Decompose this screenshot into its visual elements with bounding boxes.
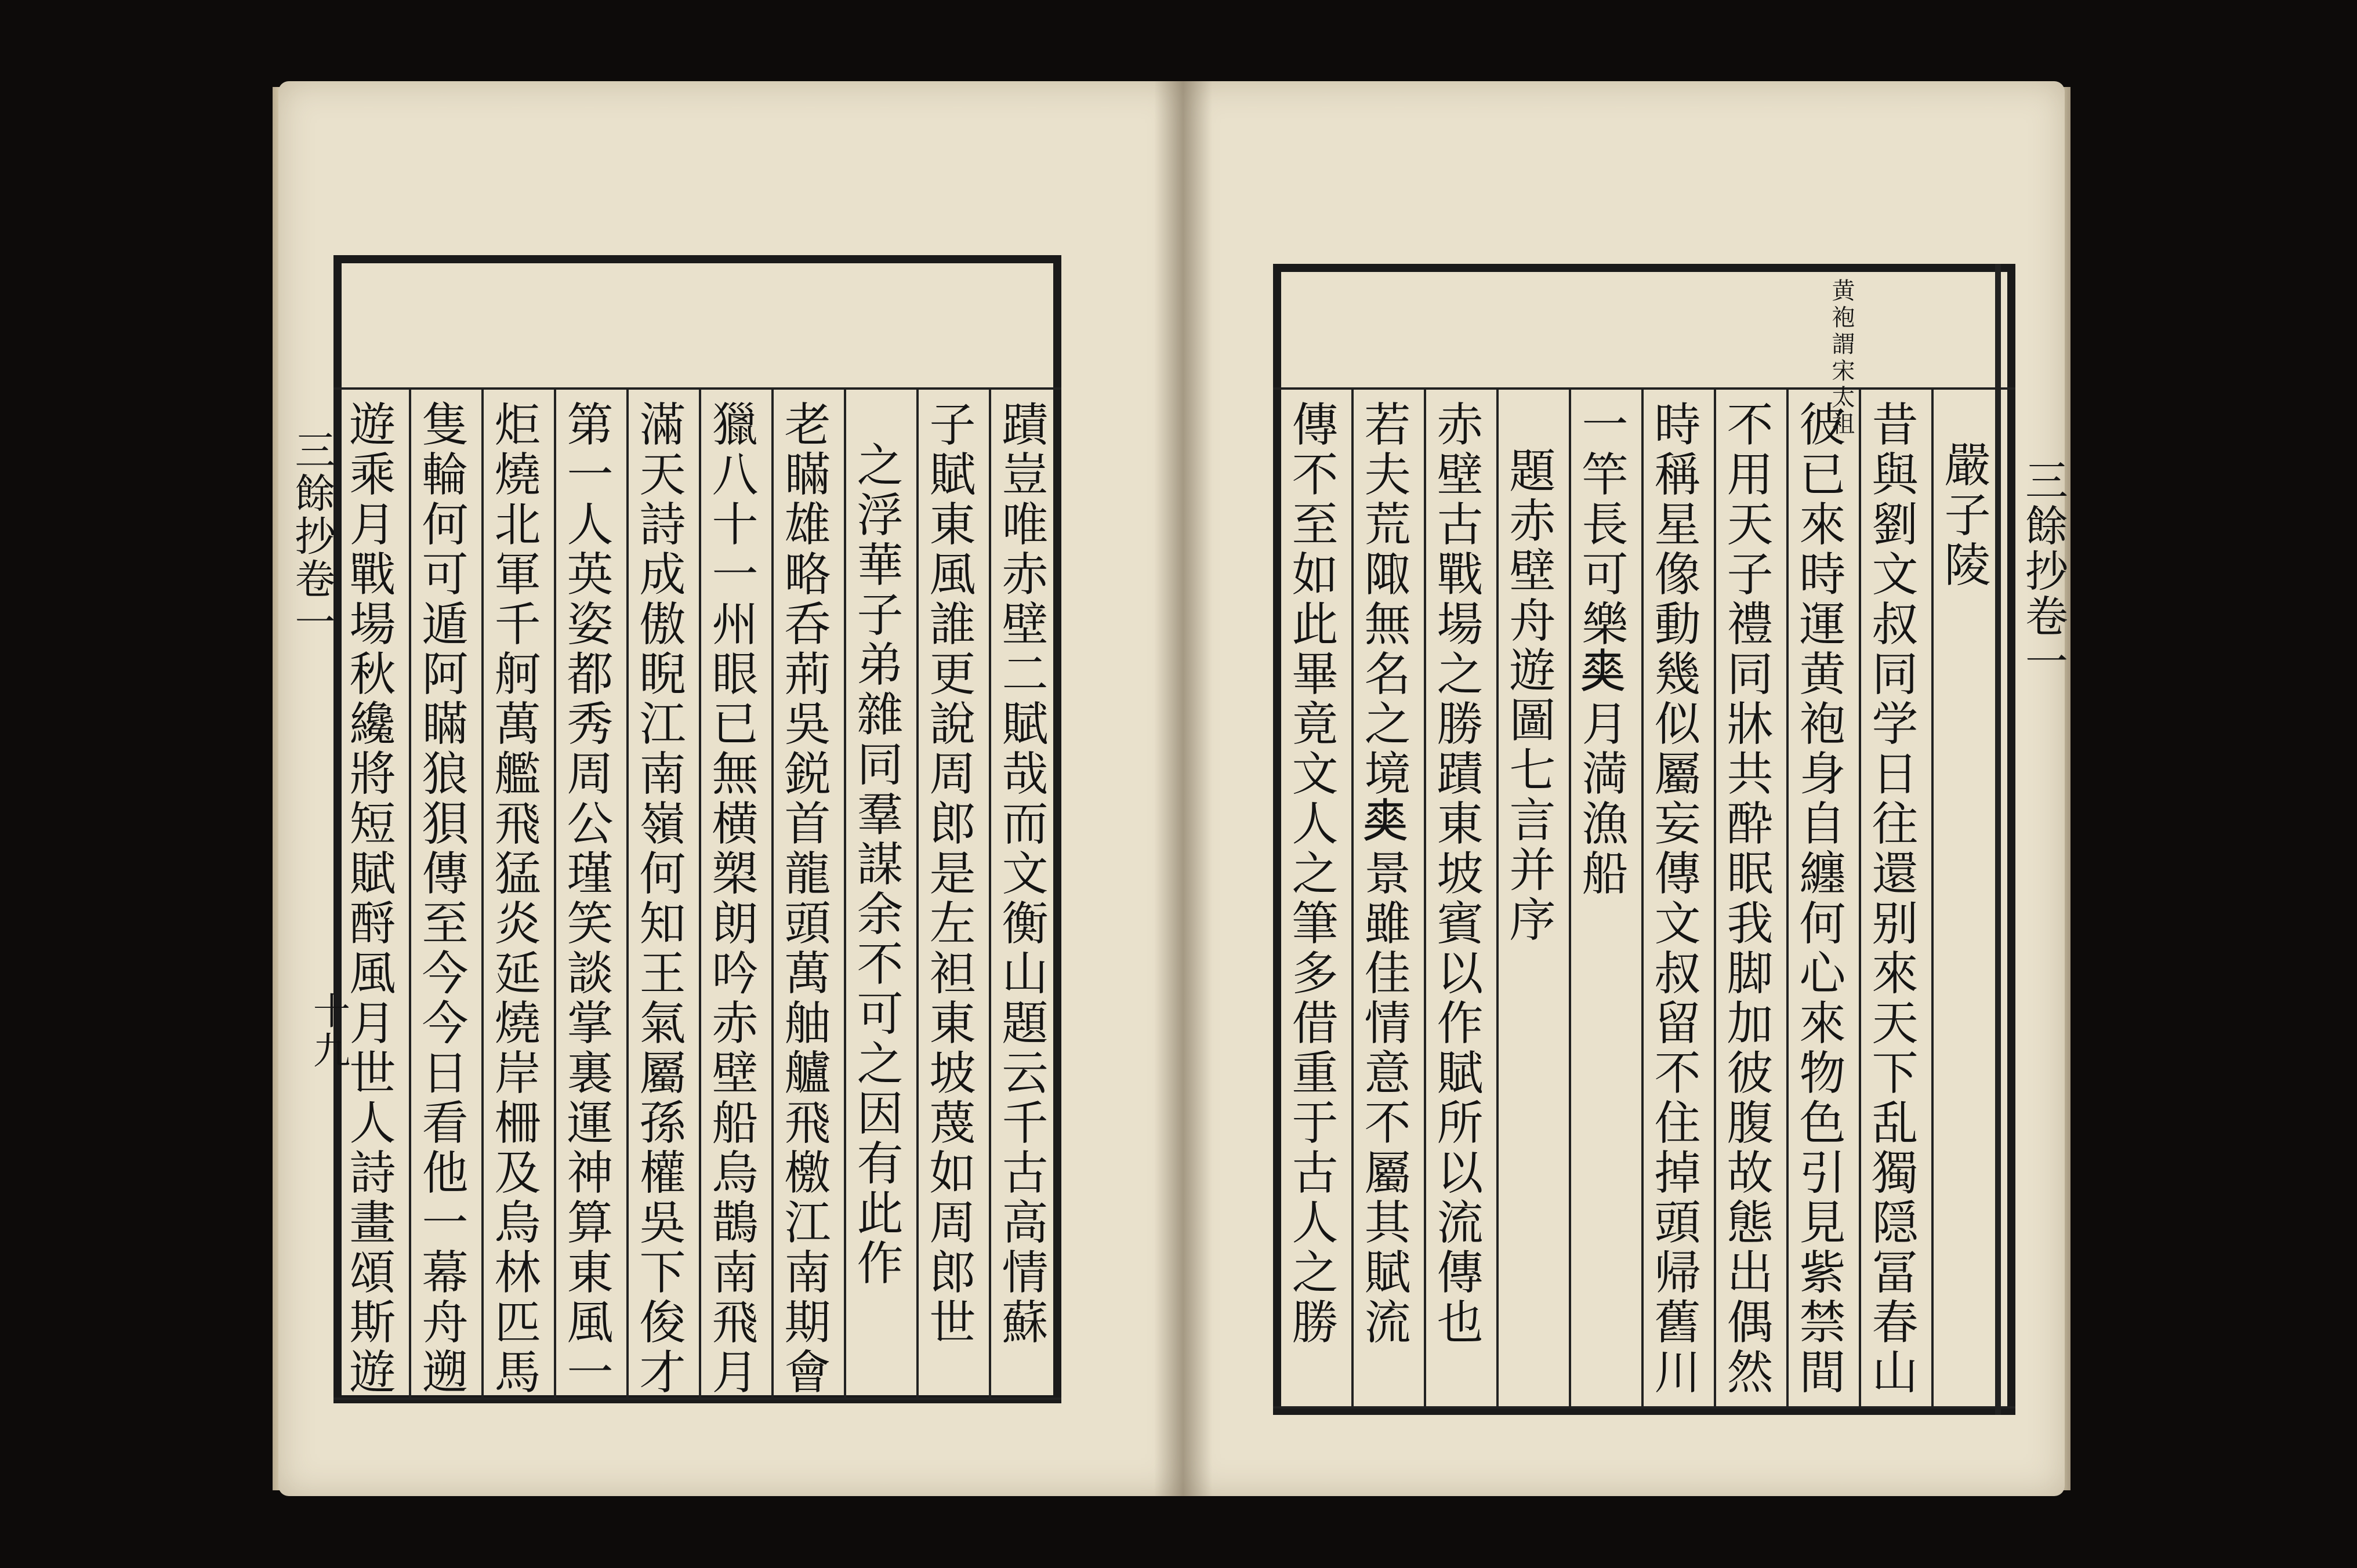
right-text-column-8: 赤壁古戰場之勝蹟東坡賓以作賦所以流傳也: [1429, 400, 1483, 1348]
left-text-column-6: 滿天詩成傲睨江南嶺何知王氣屬孫權吳下俊才: [632, 400, 686, 1398]
left-folio-number: 十九: [307, 992, 350, 1070]
left-text-column-1: 蹟豈唯赤壁二賦哉而文衡山題云千古高情蘇: [994, 400, 1048, 1348]
left-col-rule: [916, 387, 919, 1398]
right-col-rule: [1931, 387, 1934, 1406]
left-text-column-10: 遊乘月戰場秋纔將短賦酹風月世人詩畫頌斯遊: [342, 400, 396, 1398]
left-col-rule: [771, 387, 774, 1398]
right-text-column-2: 昔與劉文叔同学日往還别來天下乱獨隠冨春山: [1864, 400, 1918, 1398]
right-text-column-9: 若夫荒陬無名之境𠁊景雖佳情意不屬其賦流: [1357, 400, 1410, 1348]
left-center-title: 三餘抄卷一: [288, 429, 336, 644]
left-text-column-3: 之浮華子弟雜同羣謀余不可之因有此作: [849, 441, 903, 1288]
right-headnote: 黄袍謂宋太祖: [1828, 278, 1855, 438]
left-col-rule: [699, 387, 701, 1398]
right-text-column-4: 不用天子禮同牀共酔眠我脚加彼腹故態出偶然: [1719, 400, 1773, 1398]
right-center-title: 三餘抄卷一: [2018, 458, 2068, 684]
right-text-column-5: 時稱星像動幾似屬妄傳文叔留不住掉頭帰舊川: [1647, 400, 1700, 1398]
right-col-rule: [1641, 387, 1644, 1406]
left-text-column-4: 老瞞雄略呑荊吳鋭首龍頭萬舳艫飛檄江南期會: [777, 400, 831, 1398]
right-text-column-3: 彼已來時運黄袍身自纏何心來物色引見紫禁間: [1792, 400, 1845, 1398]
left-header-rule: [333, 387, 1061, 390]
left-col-rule: [626, 387, 629, 1398]
right-col-rule: [1714, 387, 1716, 1406]
right-text-column-10: 傳不至如此畢竟文人之筆多借重于古人之勝: [1284, 400, 1338, 1348]
right-text-column-6: 一竿長可樂𠁊月満漁船: [1574, 400, 1628, 899]
left-text-column-8: 炬燒北軍千舸萬艦飛猛炎延燒岸柵及烏林匹馬: [487, 400, 541, 1398]
right-col-rule: [1351, 387, 1354, 1406]
right-col-rule: [1995, 264, 2001, 1415]
right-col-rule: [1424, 387, 1426, 1406]
left-footer-rule: [333, 1398, 1061, 1400]
left-text-column-9: 隻輪何可遁阿瞞狼狽傳至今今日看他一幕舟遡: [414, 400, 468, 1398]
right-text-column-7: 題赤壁舟遊圖七言并序: [1502, 447, 1555, 945]
left-text-column-2: 子賦東風誰更說周郎是左袒東坡蔑如周郎世: [922, 400, 976, 1348]
right-col-rule: [1859, 387, 1861, 1406]
right-col-rule: [1569, 387, 1571, 1406]
book-gutter: [1154, 81, 1212, 1496]
right-col-rule: [1786, 387, 1789, 1406]
left-col-rule: [554, 387, 556, 1398]
right-footer-rule: [1273, 1406, 2015, 1409]
left-col-rule: [844, 387, 846, 1398]
left-text-column-5: 獵八十一州眼已無横槊朗吟赤壁船烏鵲南飛月: [704, 400, 758, 1398]
right-col-rule: [1496, 387, 1499, 1406]
left-col-rule: [989, 387, 991, 1398]
right-header-rule: [1273, 387, 2015, 390]
left-col-rule: [481, 387, 484, 1398]
right-text-column-1: 嚴子陵: [1937, 441, 1990, 590]
left-col-rule: [409, 387, 411, 1398]
left-text-column-7: 第一人英姿都秀周公瑾笑談掌裏運神算東風一: [559, 400, 613, 1398]
